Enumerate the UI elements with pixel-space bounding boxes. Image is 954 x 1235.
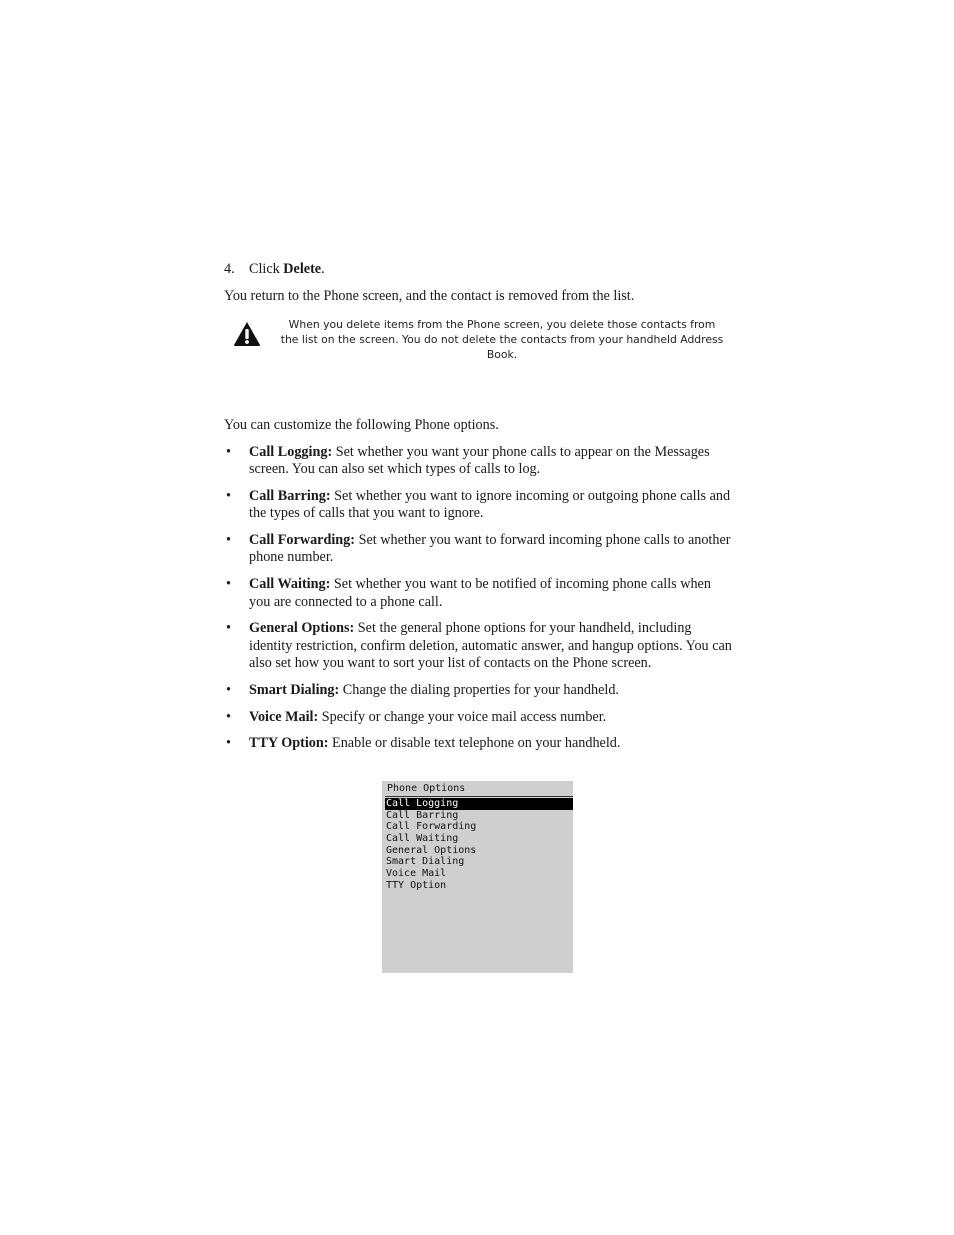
option-item [224,735,734,752]
bullet: • [226,444,231,460]
screen-menu-item[interactable]: Voice Mail [386,868,447,880]
bullet: • [226,620,231,637]
option-description: Set whether you want to be notified of incoming phone calls when you are connected to a phone call. [249,576,711,610]
option-description: Set whether you want your phone calls to appear on the Messages screen. You can also set which types of calls to log. [249,444,710,478]
option-description: Specify or change your voice mail access number. [318,708,607,725]
option-item [224,532,734,567]
option-term: Call Barring: [249,488,331,505]
options-list [224,444,734,762]
bullet: • [226,681,231,698]
option-term: TTY Option: [249,735,329,752]
phone-options-screen [382,781,573,973]
screen-menu-item[interactable]: Call Barring [386,809,459,821]
bullet: • [226,708,231,725]
option-term: General Options: [249,620,355,637]
option-description: Set the general phone options for your handheld, including identity restriction, confirm deletion, automatic answer, and hangup options. You can also set how you want to sort your list of contacts on the Phone screen. [249,620,732,671]
option-term: Call Forwarding: [249,532,356,549]
option-term: Smart Dialing: [249,681,340,698]
intro-paragraph: You can customize the following Phone options. [224,417,499,433]
option-term: Voice Mail: [249,708,319,725]
screen-title: Phone Options [387,783,466,794]
warning-line-1: When you delete items from the Phone screen, you delete those contacts from [288,318,716,331]
result-paragraph: You return to the Phone screen, and the contact is removed from the list. [224,288,635,304]
option-term: Call Logging: [249,444,333,460]
option-item [224,620,734,672]
step-prefix: Click [249,261,284,277]
bullet: • [226,488,231,505]
option-description: Set whether you want to ignore incoming or outgoing phone calls and the types of calls that you want to ignore. [249,488,731,522]
option-description: Set whether you want to forward incoming phone calls to another phone number. [249,532,731,566]
step-number: 4. [224,261,235,277]
screen-menu-item[interactable]: Call Logging [385,798,573,810]
option-item [224,682,734,699]
step-suffix: . [321,261,325,277]
step-4 [224,261,325,278]
bullet: • [226,735,231,752]
option-term: Call Waiting: [249,576,331,593]
bullet: • [226,576,231,593]
bullet: • [226,532,231,549]
step-delete-term: Delete [283,261,322,277]
option-item [224,576,734,611]
screen-menu-item[interactable]: Call Forwarding [386,821,477,833]
screen-menu [385,798,573,892]
title-divider [385,796,573,797]
screen-menu-item[interactable]: Smart Dialing [386,856,465,868]
warning-triangle-icon [233,321,261,347]
warning-line-2: the list on the screen. You do not delete the contacts from your handheld Address Book. [280,333,724,361]
screen-menu-item[interactable]: TTY Option [386,879,447,891]
option-item [224,488,734,523]
option-item [224,444,734,479]
option-description: Enable or disable text telephone on your handheld. [328,735,621,752]
option-item [224,709,734,726]
screen-menu-item[interactable]: General Options [386,844,477,856]
option-description: Change the dialing properties for your handheld. [339,681,619,698]
screen-menu-item[interactable]: Call Waiting [386,833,459,845]
warning-note [268,317,736,362]
